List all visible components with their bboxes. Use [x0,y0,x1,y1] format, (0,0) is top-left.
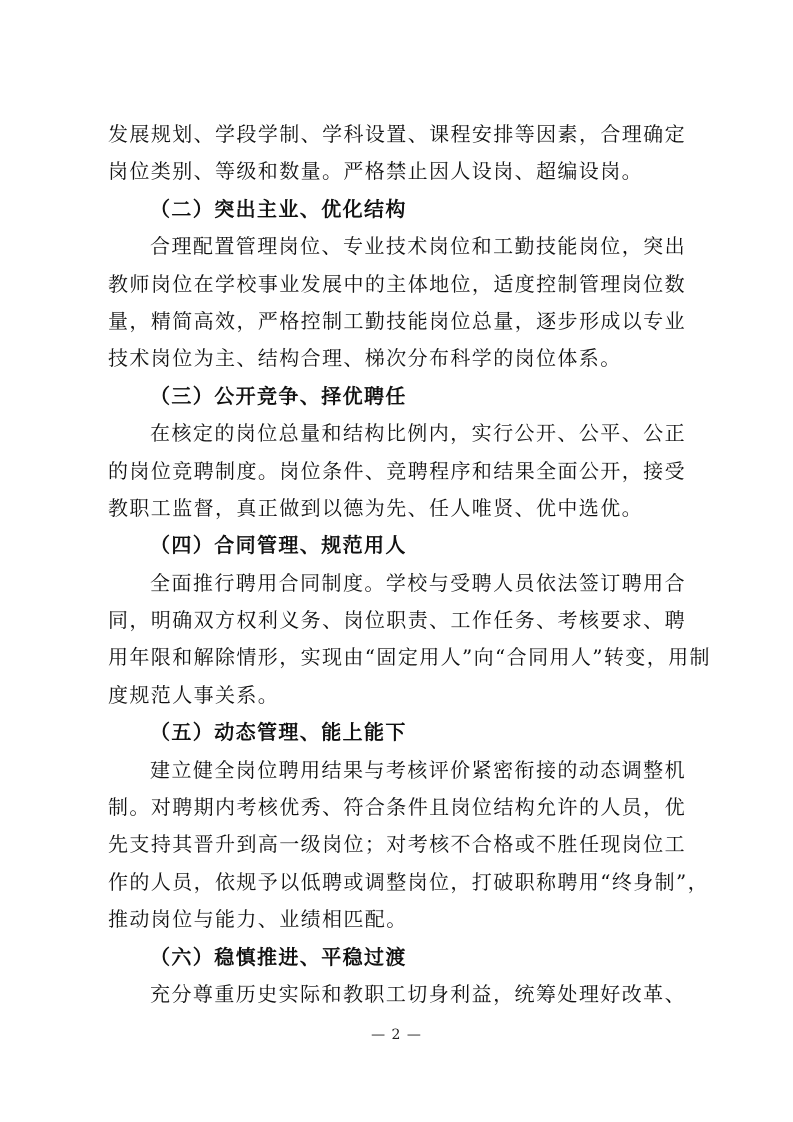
heading-text: （二）突出主业、优化结构 [150,196,407,221]
text-line: 合理配置管理岗位、专业技术岗位和工勤技能岗位，突出 [150,234,686,259]
text-line: 教职工监督，真正做到以德为先、任人唯贤、优中选优。 [108,495,643,520]
document-body [108,116,711,1013]
text-line: 发展规划、学段学制、学科设置、课程安排等因素，合理确定 [108,122,686,146]
text-line: 同，明确双方权利义务、岗位职责、工作任务、考核要求、聘 [108,608,686,633]
text-line: 在核定的岗位总量和结构比例内，实行公开、公平、公正 [150,421,686,446]
section-heading [108,714,686,751]
section-heading [108,191,686,228]
text-line: 建立健全岗位聘用结果与考核评价紧密衔接的动态调整机 [150,757,686,782]
paragraph [108,976,686,1013]
paragraph [108,752,710,939]
text-line: 先支持其晋升到高一级岗位；对考核不合格或不胜任现岗位工 [108,832,686,857]
section-heading [108,939,686,976]
text-line: 教师岗位在学校事业发展中的主体地位，适度控制管理岗位数 [108,271,686,296]
paragraph [108,415,686,527]
heading-text: （三）公开竞争、择优聘任 [150,383,407,408]
text-line: 岗位类别、等级和数量。严格禁止因人设岗、超编设岗。 [108,159,643,184]
page-number: — 2 — [371,1027,422,1043]
text-line: 的岗位竞聘制度。岗位条件、竞聘程序和结果全面公开，接受 [108,458,686,483]
paragraph [108,228,686,378]
text-line: 用年限和解除情形，实现由“固定用人”向“合同用人”转变，用制 [108,645,711,670]
text-line: 全面推行聘用合同制度。学校与受聘人员依法签订聘用合 [150,570,686,595]
heading-text: （四）合同管理、规范用人 [150,533,407,558]
section-heading [108,378,686,415]
text-line: 量，精简高效，严格控制工勤技能岗位总量，逐步形成以专业 [108,308,686,333]
text-line: 度规范人事关系。 [108,682,280,707]
paragraph [108,116,686,191]
text-line: 制。对聘期内考核优秀、符合条件且岗位结构允许的人员，优 [108,795,686,820]
paragraph [108,565,711,715]
text-line: 技术岗位为主、结构合理、梯次分布科学的岗位体系。 [108,346,622,371]
heading-text: （五）动态管理、能上能下 [150,720,407,745]
section-heading [108,527,686,564]
text-line: 推动岗位与能力、业绩相匹配。 [108,907,408,932]
text-line: 充分尊重历史实际和教职工切身利益，统筹处理好改革、 [150,981,686,1006]
heading-text: （六）稳慎推进、平稳过渡 [150,944,407,969]
text-line: 作的人员，依规予以低聘或调整岗位，打破职称聘用“终身制”， [108,869,710,894]
